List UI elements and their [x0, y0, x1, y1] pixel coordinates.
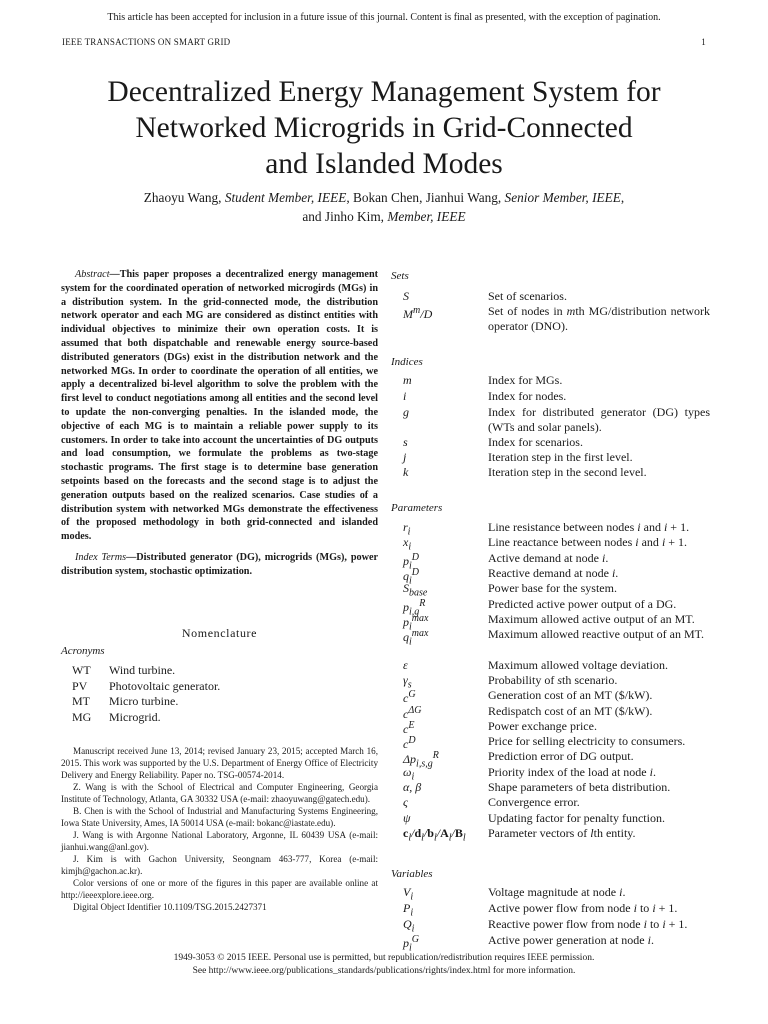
symbol-definition: Generation cost of an MT ($/kW).	[488, 688, 653, 703]
symbol: $c^G$	[403, 689, 416, 706]
symbol: $S_{base}$	[403, 581, 428, 599]
symbol: j	[403, 450, 407, 464]
symbol-definition: Predicted active power output of a DG.	[488, 596, 677, 611]
title-line: Networked Microgrids in Grid-Connected	[135, 112, 633, 144]
symbol-section-heading: Variables	[391, 868, 433, 880]
symbol: g	[403, 405, 409, 419]
symbol: ε	[403, 657, 408, 672]
symbol-definition: Line reactance between nodes i and i + 1.	[488, 535, 688, 550]
symbol: m	[403, 373, 412, 387]
symbol: $c^D$	[403, 735, 416, 752]
symbol: $p_i^D$	[403, 551, 420, 571]
symbol-definition: Maximum allowed voltage deviation.	[488, 657, 668, 672]
index-terms-text: —Distributed generator (DG), microgrids (MGs), power distribution system, stochastic optimization.	[61, 551, 378, 577]
symbol: $r_i$	[403, 520, 411, 538]
symbol: $p_i^{max}$	[403, 612, 429, 633]
symbol-definition: Parameter vectors of lth entity.	[488, 825, 636, 840]
author-line	[60, 207, 708, 226]
symbol: $p_{i,g}^R$	[403, 597, 426, 617]
footnote: Z. Wang is with the School of Electrical and Computer Engineering, Georgia Institute of Technology, Atlanta, GA 30332 USA (e-mail: zhaoyuwang@gatech.edu).	[61, 782, 378, 804]
symbol-definition: Convergence error.	[488, 795, 580, 810]
symbol-definition: Active demand at node i.	[488, 550, 609, 565]
copyright-line: See http://www.ieee.org/publications_standards/publications/rights/index.html for more information.	[192, 966, 576, 976]
footnote: Color versions of one or more of the figures in this paper are available online at http://ieeexplore.ieee.org.	[61, 878, 378, 900]
symbol-definition: Index for MGs.	[488, 373, 563, 387]
acronym-meaning: Micro turbine.	[109, 694, 179, 709]
acronym-row	[72, 710, 220, 726]
symbol-definition: Set of nodes in mth MG/distribution network operator (DNO).	[488, 304, 710, 333]
symbol: $M^m/D$	[403, 305, 433, 321]
running-header	[62, 37, 706, 47]
nomenclature-heading: Nomenclature	[181, 626, 258, 640]
acceptance-notice: This article has been accepted for inclusion in a future issue of this journal. Content is final as presented, with the exception of pagination.	[107, 12, 661, 23]
page-number: 1	[701, 37, 706, 47]
footnote: J. Wang is with Argonne National Laboratory, Argonne, IL 60439 USA (e-mail: jianhui.wang@anl.gov).	[61, 830, 378, 852]
symbol: $p_i^G$	[403, 934, 420, 954]
symbol: S	[403, 289, 409, 303]
symbol-definition: Index for distributed generator (DG) types (WTs and solar panels).	[488, 405, 710, 434]
acronym-meaning: Photovoltaic generator.	[109, 678, 221, 693]
acronym: MT	[72, 694, 90, 709]
symbol: $c^{\Delta G}$	[403, 704, 422, 721]
symbol-section-heading: Parameters	[391, 502, 443, 514]
symbol: $q_i^{max}$	[403, 628, 429, 648]
symbol: s	[403, 435, 408, 449]
footnote: Manuscript received June 13, 2014; revised January 23, 2015; accepted March 16, 2015. This work was supported by the U.S. Department of Energy Office of Electricity Delivery and Energy Reliability. Paper no. TSG-00574-2014.	[61, 746, 378, 780]
symbol: $c^E$	[403, 719, 415, 736]
abstract-text: —This paper proposes a decentralized energy management system for the coordinated operation of networked microgirds (MGs) in a distribution system. In the grid-connected mode, the distribution network operator and each MG are considered as distinct entities with individual objectives to minimize their own operation costs. It is assumed that both dispatchable and renewable energy source-based distributed generators (DGs) exist in the distribution network and the networked MGs. In order to coordinate the operation of all entities, we apply a decentralized bi-level algorithm to solve the problem with the first level to conduct negotiations among all entities and the second level to update the non-converging penalties. In the islanded mode, the objective of each MG is to maintain a reliable power supply to its customers. In order to take into account the uncertainties of DG outputs and load consumption, we formulate the problems as two-stage stochastic programs. The first stage is to determine base generation setpoints based on the forecasts and the second stage is to adjust the generation outputs based on the realized scenarios. Case studies of a distribution system with networked MGs demonstrate the effectiveness of the proposed methodology in both grid-connected and islanded modes.	[61, 269, 378, 543]
acronym-list	[72, 663, 220, 725]
author-list	[60, 188, 708, 226]
symbol: α, β	[403, 780, 422, 794]
symbol-definition: Prediction error of DG output.	[488, 749, 634, 764]
footnote: J. Kim is with Gachon University, Seongnam 463-777, Korea (e-mail: kimjh@gachon.ac.kr).	[61, 854, 378, 876]
symbol-definition: Reactive demand at node i.	[488, 565, 619, 580]
symbol-definition: Iteration step in the first level.	[488, 450, 633, 464]
author-fragment: Senior Member, IEEE	[504, 190, 621, 205]
acronym: PV	[72, 678, 88, 693]
symbol-definition: Index for nodes.	[488, 389, 567, 403]
acronym-row	[72, 679, 220, 695]
symbol-definition: Priority index of the load at node i.	[488, 764, 656, 779]
acronym: WT	[72, 663, 91, 677]
symbol-definition: Redispatch cost of an MT ($/kW).	[488, 703, 653, 718]
footnote: B. Chen is with the School of Industrial and Manufacturing Systems Engineering, Iowa State University, Ames, IA 50014 USA (e-mail: bokanc@iastate.edu).	[61, 806, 378, 828]
symbol: k	[403, 465, 409, 479]
symbol: $x_i$	[403, 535, 412, 553]
author-fragment: Member, IEEE	[387, 209, 466, 224]
symbol-section-heading: Indices	[391, 356, 423, 368]
symbol: $\gamma_s$	[403, 672, 412, 691]
symbol-definition: Probability of sth scenario.	[488, 672, 618, 687]
footnotes	[61, 745, 378, 913]
symbol-definition: Voltage magnitude at node i.	[488, 885, 626, 899]
journal-name: IEEE TRANSACTIONS ON SMART GRID	[62, 37, 231, 47]
acronyms-heading: Acronyms	[61, 645, 105, 657]
left-column	[61, 268, 378, 579]
symbol: $V_i$	[403, 885, 414, 903]
index-terms-label: Index Terms	[75, 551, 127, 563]
symbol-definition: Index for scenarios.	[488, 435, 583, 449]
title-line: and Islanded Modes	[265, 148, 503, 180]
symbol: $Q_i$	[403, 917, 415, 935]
acronym-row	[72, 663, 220, 679]
symbol-definition: Line resistance between nodes i and i + 1.	[488, 520, 690, 534]
paper-title	[60, 74, 708, 182]
author-line	[60, 188, 708, 207]
acronym-row	[72, 694, 220, 710]
symbol: i	[403, 389, 407, 403]
symbol: $q_i^D$	[403, 566, 420, 587]
footnote: Digital Object Identifier 10.1109/TSG.2015.2427371	[73, 902, 267, 912]
title-line: Decentralized Energy Management System for	[107, 76, 661, 108]
symbol-section-heading: Sets	[391, 270, 409, 282]
symbol-definition: Reactive power flow from node i to i + 1.	[488, 917, 688, 931]
copyright-line: 1949-3053 © 2015 IEEE. Personal use is permitted, but republication/redistribution requires IEEE permission.	[173, 953, 595, 963]
copyright-notice	[0, 952, 768, 978]
author-fragment: ,	[620, 190, 625, 205]
acronym-meaning: Wind turbine.	[109, 663, 176, 677]
abstract	[61, 268, 378, 544]
index-terms	[61, 551, 378, 579]
symbol: $\Delta p_{i,s,g}^R$	[403, 750, 439, 770]
author-fragment: and Jinho Kim,	[302, 209, 388, 224]
symbol: ς	[403, 795, 408, 810]
symbol: ψ	[403, 810, 411, 825]
acronym: MG	[72, 709, 92, 724]
symbol-definition: Active power flow from node i to i + 1.	[488, 901, 678, 915]
acronym-meaning: Microgrid.	[109, 709, 161, 724]
symbol-definition: Updating factor for penalty function.	[488, 810, 665, 825]
symbol: $c_l/d_l/b_l/A_l/B_l$	[403, 825, 466, 844]
symbol-definition: Active power generation at node i.	[488, 933, 654, 947]
symbol-definition: Shape parameters of beta distribution.	[488, 780, 671, 794]
abstract-label: Abstract	[75, 269, 110, 280]
symbol-definition: Power exchange price.	[488, 718, 597, 733]
author-fragment: Student Member, IEEE	[224, 190, 347, 205]
symbol: $\omega_i$	[403, 764, 415, 783]
symbol-definition: Maximum allowed reactive output of an MT.	[488, 627, 705, 642]
symbol-definition: Iteration step in the second level.	[488, 465, 647, 479]
symbol-definition: Price for selling electricity to consumers.	[488, 734, 686, 749]
symbol: $P_i$	[403, 901, 414, 919]
symbol-definition: Set of scenarios.	[488, 289, 567, 303]
symbol-definition: Maximum allowed active output of an MT.	[488, 611, 695, 626]
symbol-definition: Power base for the system.	[488, 581, 617, 596]
author-fragment: Zhaoyu Wang,	[143, 190, 225, 205]
author-fragment: , Bokan Chen, Jianhui Wang,	[346, 190, 505, 205]
